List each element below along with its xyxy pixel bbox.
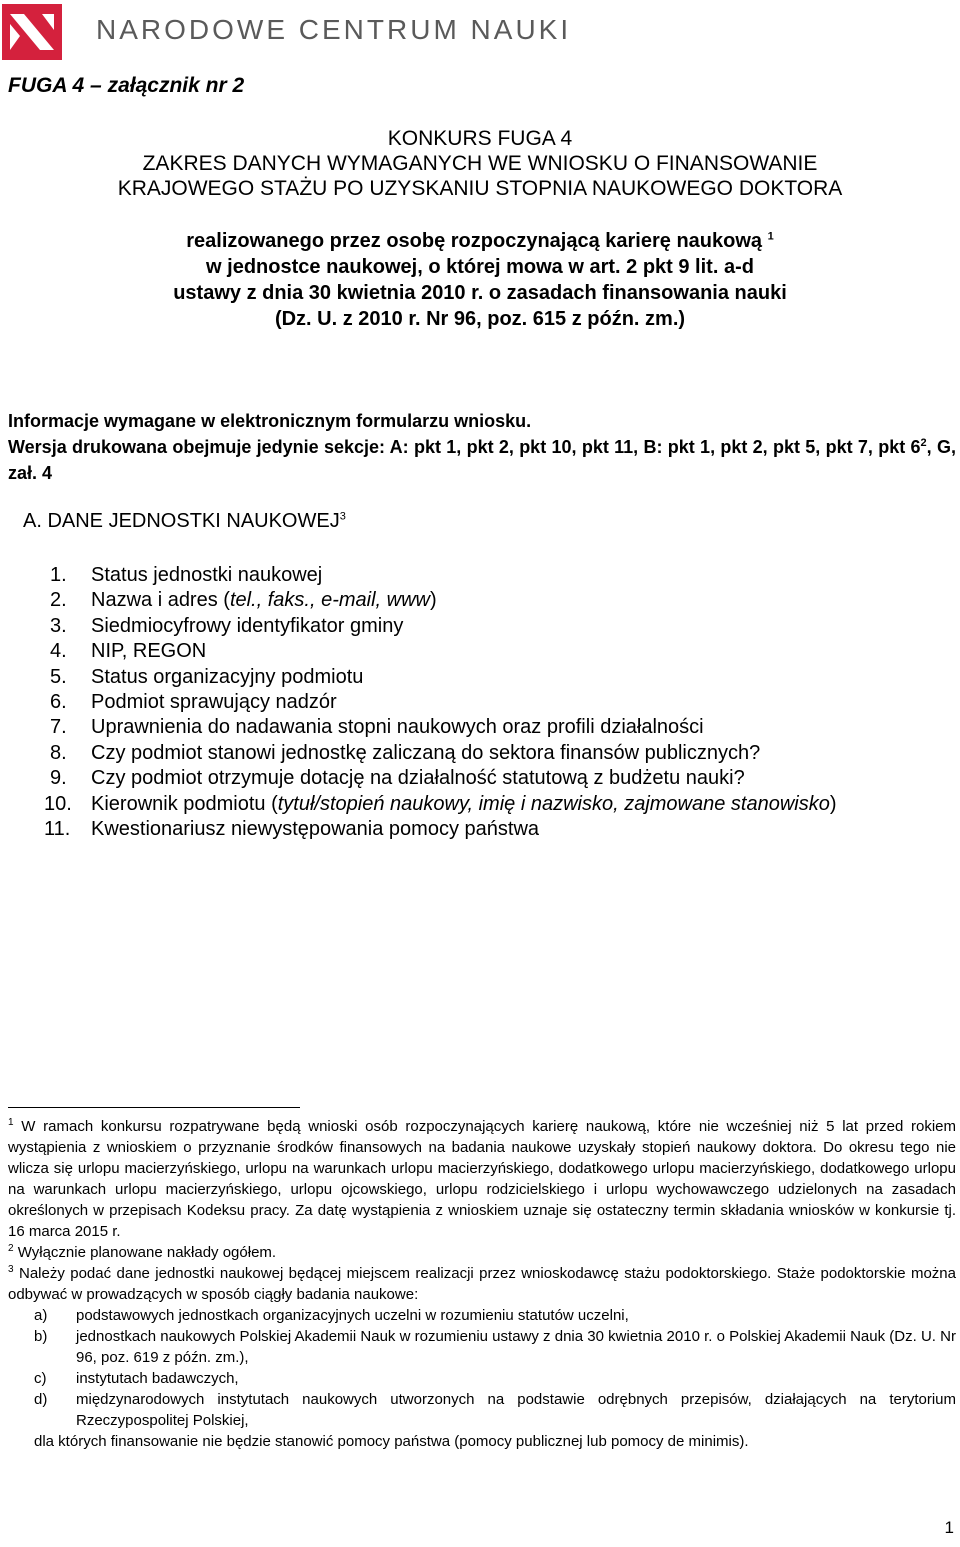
list-item xyxy=(8,1389,956,1431)
item-text: Podmiot sprawujący nadzór xyxy=(91,691,337,714)
item-text: NIP, REGON xyxy=(91,640,207,663)
info-text: Wersja drukowana obejmuje jedynie sekcje: A: pkt 1, pkt 2, pkt 10, pkt 11, B: pkt 1, pkt 2, pkt 5, pkt 7, pkt 6 xyxy=(8,437,921,457)
footnote-number: 1 xyxy=(8,1117,14,1128)
list-item xyxy=(50,563,837,588)
subtitle-line xyxy=(120,228,840,254)
item-number: 11. xyxy=(44,818,71,841)
document-subtitle xyxy=(120,228,840,332)
item-text: Siedmiocyfrowy identyfikator gminy xyxy=(91,614,404,637)
item-text: Status jednostki naukowej xyxy=(91,564,323,586)
section-a-list xyxy=(44,563,837,842)
list-item xyxy=(50,639,837,664)
item-text: Kierownik podmiotu ( xyxy=(91,792,278,815)
footnote-3 xyxy=(8,1263,956,1305)
subtitle-line: (Dz. U. z 2010 r. Nr 96, poz. 615 z późn. zm.) xyxy=(274,308,686,330)
list-item xyxy=(50,588,837,613)
footnote-2 xyxy=(8,1242,956,1263)
footnote-text: Wyłącznie planowane nakłady ogółem. xyxy=(17,1244,277,1261)
item-number: 1. xyxy=(50,564,67,586)
item-number: 2. xyxy=(50,589,67,612)
title-line: KRAJOWEGO STAŻU PO UZYSKANIU STOPNIA NAUKOWEGO DOKTORA xyxy=(117,177,843,200)
list-item xyxy=(8,1305,956,1326)
list-label: c) xyxy=(34,1370,47,1387)
info-block xyxy=(8,408,956,486)
item-italic: tel., faks., e-mail, www xyxy=(229,589,430,612)
item-text: Uprawnienia do nadawania stopni naukowych oraz profili działalności xyxy=(91,716,704,739)
footnote-3-list xyxy=(8,1305,956,1431)
list-label: d) xyxy=(34,1391,48,1408)
subtitle-line: ustawy z dnia 30 kwietnia 2010 r. o zasadach finansowania nauki xyxy=(173,282,787,304)
list-label: a) xyxy=(34,1307,48,1324)
list-item xyxy=(8,1326,956,1368)
list-item xyxy=(44,817,837,842)
list-text: międzynarodowych instytutach naukowych utworzonych na podstawie odrębnych przepisów, działających na terytorium Rzeczypospolitej Polskiej, xyxy=(76,1391,956,1429)
item-number: 8. xyxy=(50,741,67,764)
footnote-number: 3 xyxy=(8,1264,14,1275)
document-label: FUGA 4 – załącznik nr 2 xyxy=(8,74,245,97)
info-text: , G, zał. 4 xyxy=(8,437,956,483)
item-text: Kwestionariusz niewystępowania pomocy państwa xyxy=(91,818,540,841)
footnote-number: 2 xyxy=(8,1243,14,1254)
list-item xyxy=(50,690,837,715)
item-text: Czy podmiot otrzymuje dotację na działalność statutową z budżetu nauki? xyxy=(91,767,745,790)
footnote-text: W ramach konkursu rozpatrywane będą wnioski osób rozpoczynających karierę naukową, które nie wcześniej niż 5 lat przed rokiem wystąpienia z wnioskiem o przyznanie środków finansowych na badania naukowe uzyskały stopień naukowy doktora. Do okresu tego nie wlicza się urlopu macierzyńskiego, urlopu na warunkach urlopu macierzyńskiego, dodatkowego urlopu macierzyńskiego, dodatkowego urlopu na warunkach urlopu macierzyńskiego, urlopu ojcowskiego, urlopu rodzicielskiego i urlopu wychowawczego udzielonych na zasadach określonych w przepisach Kodeksu pracy. Za datę wystąpienia z wnioskiem uznaje się ostateczny termin składania wniosków w konkursie tj. 16 marca 2015 r. xyxy=(8,1118,957,1240)
list-item xyxy=(50,614,837,639)
section-heading-text: A. DANE JEDNOSTKI NAUKOWEJ xyxy=(23,510,340,532)
list-item xyxy=(50,715,837,740)
item-number: 10. xyxy=(44,792,72,815)
info-line: Informacje wymagane w elektronicznym formularzu wniosku. xyxy=(8,411,532,431)
item-text: Status organizacyjny podmiotu xyxy=(91,665,364,688)
item-number: 7. xyxy=(50,716,67,739)
footnote-ref: 2 xyxy=(920,437,927,449)
list-text: jednostkach naukowych Polskiej Akademii Nauk w rozumieniu ustawy z dnia 30 kwietnia 2010 r. o Polskiej Akademii Nauk (Dz. U. Nr 96, poz. 619 z późn. zm.), xyxy=(76,1328,956,1366)
item-italic: tytuł/stopień naukowy, imię i nazwisko, zajmowane stanowisko xyxy=(277,792,830,815)
title-line: ZAKRES DANYCH WYMAGANYCH WE WNIOSKU O FINANSOWANIE xyxy=(142,152,818,175)
footnote-divider xyxy=(8,1107,300,1108)
footnote-ref: 1 xyxy=(767,230,774,243)
item-text: Nazwa i adres ( xyxy=(91,589,230,612)
footnote-1 xyxy=(8,1116,956,1242)
list-item xyxy=(50,766,837,791)
item-number: 6. xyxy=(50,691,67,714)
list-label: b) xyxy=(34,1328,48,1345)
list-item xyxy=(8,1368,956,1389)
list-item xyxy=(50,665,837,690)
footnote-ref: 3 xyxy=(339,510,346,523)
list-text: instytutach badawczych, xyxy=(76,1370,239,1387)
organization-name: NARODOWE CENTRUM NAUKI xyxy=(96,14,572,45)
item-text-after: ) xyxy=(829,792,837,815)
item-number: 4. xyxy=(50,640,67,663)
footnote-text: Należy podać dane jednostki naukowej będącej miejscem realizacji przez wnioskodawcę stażu podoktorskiego. Staże podoktorskie można odbywać w prowadzących w sposób ciągły badania naukowe: xyxy=(8,1265,956,1303)
document-title xyxy=(0,126,960,201)
list-text: podstawowych jednostkach organizacyjnych uczelni w rozumieniu statutów uczelni, xyxy=(76,1307,629,1324)
footnote-closing: dla których finansowanie nie będzie stanowić pomocy państwa (pomocy publicznej lub pomocy de minimis). xyxy=(34,1433,749,1450)
title-line: KONKURS FUGA 4 xyxy=(387,127,573,150)
list-item xyxy=(50,741,837,766)
page-number: 1 xyxy=(944,1518,954,1537)
item-number: 5. xyxy=(50,665,67,688)
subtitle-line: w jednostce naukowej, o której mowa w art. 2 pkt 9 lit. a-d xyxy=(206,256,754,278)
footnotes xyxy=(8,1116,956,1452)
item-text: Czy podmiot stanowi jednostkę zaliczaną do sektora finansów publicznych? xyxy=(91,741,761,764)
list-item xyxy=(44,792,837,817)
item-number: 9. xyxy=(50,767,67,790)
ncn-logo-icon xyxy=(2,4,62,60)
item-number: 3. xyxy=(50,614,67,637)
section-a-heading xyxy=(23,510,346,533)
subtitle-text: realizowanego przez osobę rozpoczynającą karierę naukową xyxy=(186,230,763,252)
item-text-after: ) xyxy=(429,589,437,612)
info-line xyxy=(8,434,956,486)
